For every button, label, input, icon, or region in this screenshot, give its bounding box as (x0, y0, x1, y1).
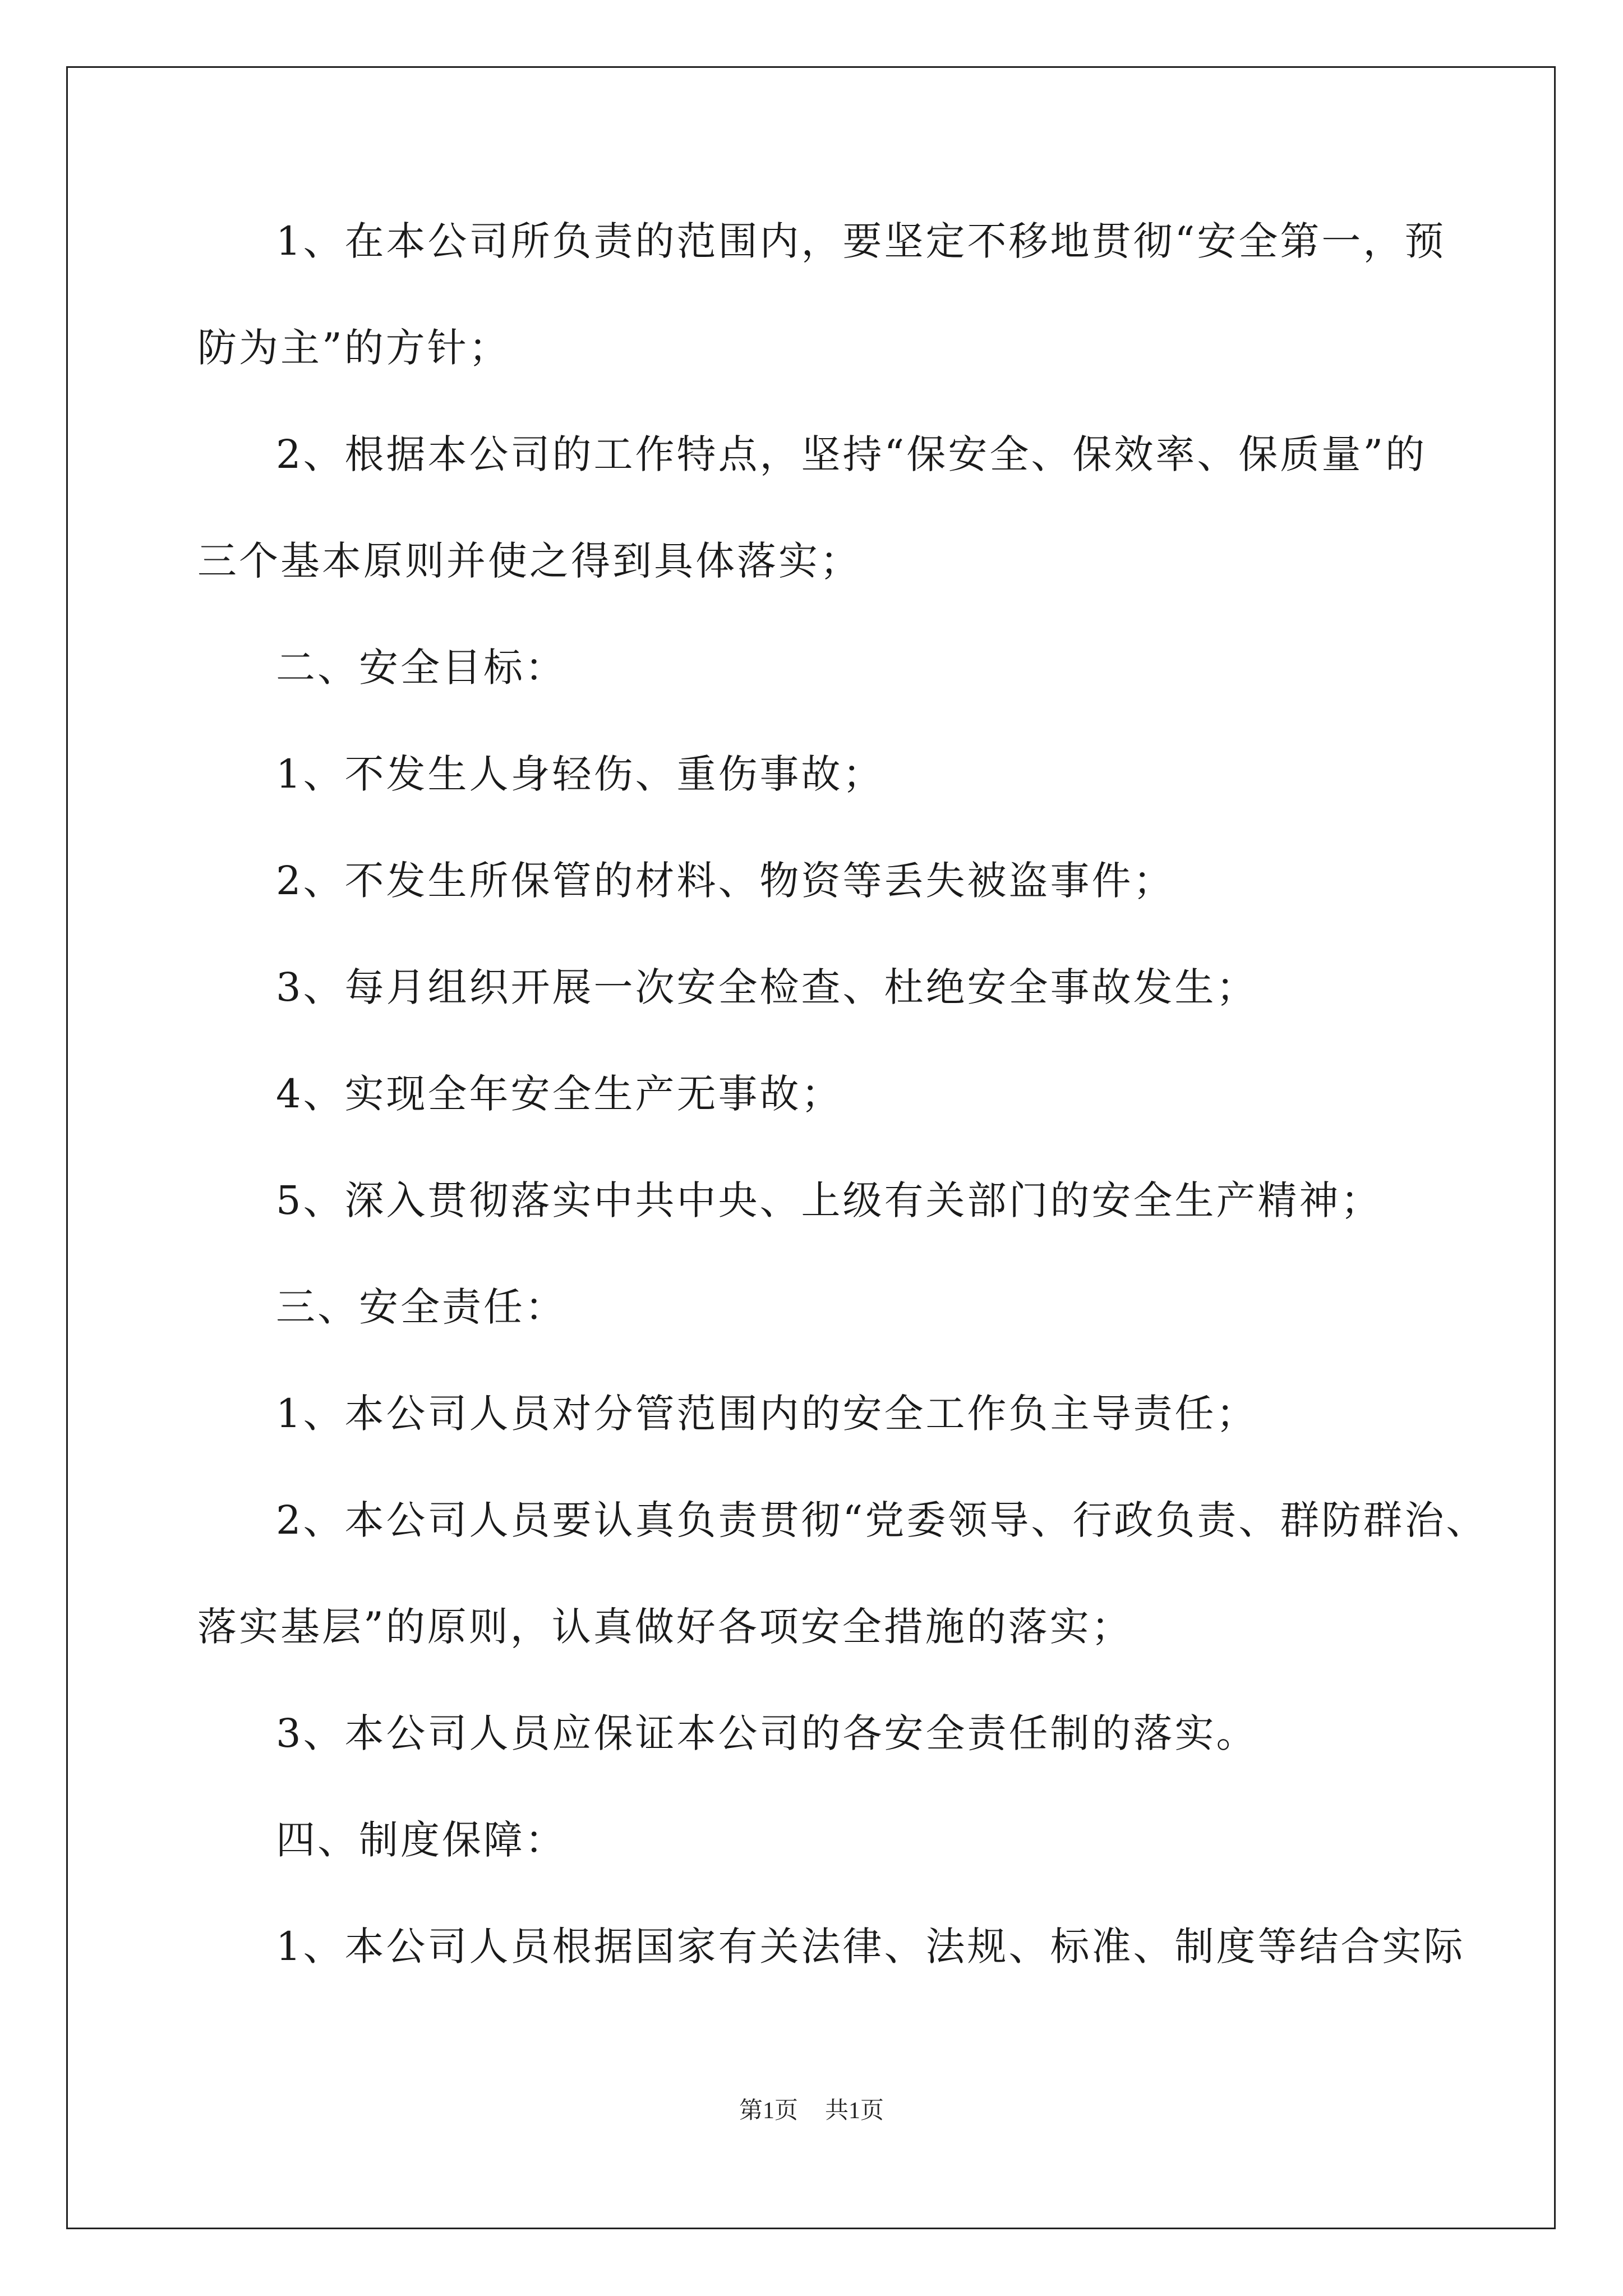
paragraph-line: 5、深入贯彻落实中共中央、上级有关部门的安全生产精神； (276, 1177, 1382, 1223)
paragraph-line: 4、实现全年安全生产无事故； (276, 1071, 843, 1117)
page-number-total: 共1页 (825, 2098, 884, 2124)
paragraph-line: 2、根据本公司的工作特点，坚持“保安全、保效率、保质量”的 (276, 431, 1427, 477)
paragraph-line: 2、本公司人员要认真负责贯彻“党委领导、行政负责、群防群治、 (276, 1497, 1488, 1543)
page-footer (0, 2097, 1623, 2125)
section-heading: 二、安全目标： (276, 645, 566, 691)
paragraph-line: 防为主”的方针； (197, 325, 510, 371)
paragraph-line: 三个基本原则并使之得到具体落实； (197, 538, 861, 584)
section-heading: 四、制度保障： (276, 1817, 566, 1863)
paragraph-line: 2、不发生所保管的材料、物资等丢失被盗事件； (276, 858, 1175, 904)
page-border (66, 66, 1556, 2229)
page-number-current: 第1页 (739, 2098, 798, 2124)
paragraph-line: 1、在本公司所负责的范围内，要坚定不移地贯彻“安全第一，预 (276, 218, 1446, 264)
paragraph-line: 落实基层”的原则，认真做好各项安全措施的落实； (197, 1604, 1133, 1650)
paragraph-line: 1、不发生人身轻伤、重伤事故； (276, 751, 884, 797)
paragraph-line: 3、本公司人员应保证本公司的各安全责任制的落实。 (276, 1710, 1258, 1756)
paragraph-line: 3、每月组织开展一次安全检查、杜绝安全事故发生； (276, 964, 1258, 1010)
paragraph-line: 1、本公司人员对分管范围内的安全工作负主导责任； (276, 1391, 1258, 1437)
paragraph-line: 1、本公司人员根据国家有关法律、法规、标准、制度等结合实际 (276, 1924, 1465, 1970)
section-heading: 三、安全责任： (276, 1284, 566, 1330)
